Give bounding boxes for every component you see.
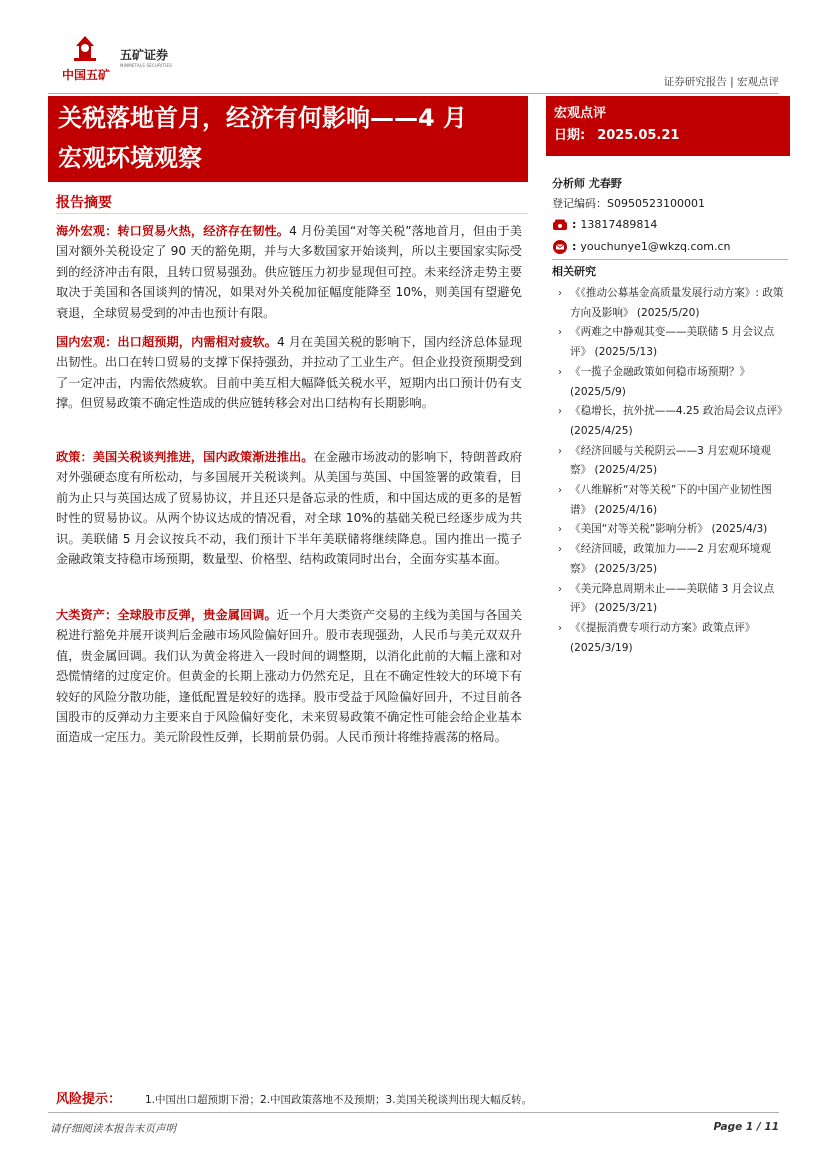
email-address[interactable]: youchunye1@wkzq.com.cn [580,240,731,253]
risk-label: 风险提示： [56,1092,122,1107]
related-research-text[interactable]: 《八维解析“对等关税”下的中国产业韧性图谱》 (2025/4/16) [570,484,772,516]
logo-text: 中国五矿 [61,68,110,82]
summary-divider [56,213,528,214]
related-research-title: 相关研究 [552,265,596,278]
chevron-right-icon: › [558,485,562,497]
paragraph-text: 近一个月大类资产交易的主线为美国与各国关税进行豁免并展开谈判后金融市场风险偏好回升。股市表现强劲，人民币与美元双双升值，贵金属回调。我们认为黄金将进入一段时间的调整期，以消化此前的大幅上涨和对恐慌情绪的过度定价。但黄金的长期上涨动力仍然充足，且在不确定性较大的环境下有较好的风险分散功能，逢低配置是较好的选择。股市受益于风险偏好回升，不过目前各国股市的反弹动力主要来自于风险偏好变化，未来贸易政策不确定性可能会给企业基本面造成一定压力。美元阶段性反弹，长期前景仍弱。人民币预计将维持震荡的格局。 [56,608,523,745]
summary-paragraph-overseas [56,221,522,323]
related-research-item[interactable] [558,363,790,402]
date-label: 日期: [554,128,586,143]
summary-paragraph-policy [56,447,522,569]
registration-row [552,194,782,214]
phone-icon [552,218,568,232]
paragraph-highlight: 政策：美国关税谈判推进，国内政策渐进推出。 [56,450,314,464]
chevron-right-icon: › [558,406,562,418]
chevron-right-icon: › [558,288,562,299]
related-research-list [558,284,790,658]
analyst-info [552,174,782,258]
phone-colon: : [572,218,577,231]
risk-warning [56,1088,776,1107]
email-icon [552,240,568,254]
page-number: Page 1 / 11 [713,1121,779,1133]
footer-divider [48,1112,779,1113]
related-research-item[interactable] [558,580,790,619]
chevron-right-icon: › [558,445,562,457]
related-research-text[interactable]: 《美国“对等关税”影响分析》 (2025/4/3) [570,523,768,536]
date-value: 2025.05.21 [597,128,680,143]
chevron-right-icon: › [558,583,562,595]
report-type-box [546,96,790,156]
summary-paragraph-domestic [56,332,522,414]
related-research-item[interactable] [558,284,790,323]
analyst-divider [552,259,788,260]
minmetals-emblem-icon [72,34,98,62]
chevron-right-icon: › [558,327,562,339]
summary-paragraph-assets [56,605,522,748]
registration-value: S0950523100001 [607,197,705,210]
securities-logo-cn: 五矿证券 [120,48,169,62]
related-research-item[interactable] [558,520,790,540]
chevron-right-icon: › [558,544,562,556]
report-category: 证券研究报告 | 宏观点评 [663,76,779,88]
minmetals-logo [56,34,116,82]
securities-logo [120,46,172,68]
phone-number[interactable]: 13817489814 [580,218,658,231]
report-date [554,124,782,148]
header-divider [48,93,779,94]
related-research-item[interactable] [558,619,790,658]
email-colon: : [572,240,577,253]
title-banner [48,96,528,182]
related-research-text[interactable]: 《经济回暖与关税阴云——3 月宏观环境观察》 (2025/4/25) [570,444,771,477]
chevron-right-icon: › [558,524,562,536]
related-research-item[interactable] [558,402,790,441]
related-research-text[interactable]: 《《提振消费专项行动方案》政策点评》 (2025/3/19) [570,621,756,654]
registration-label: 登记编码： [552,197,607,210]
title-line-2: 宏观环境观察 [58,144,202,172]
analyst-name: 分析师 尤春野 [552,177,622,190]
chevron-right-icon: › [558,366,562,378]
related-research-item[interactable] [558,481,790,520]
paragraph-highlight: 海外宏观：转口贸易火热，经济存在韧性。 [56,224,290,238]
related-research-text[interactable]: 《两难之中静观其变——美联储 5 月会议点评》 (2025/5/13) [570,326,775,359]
summary-title: 报告摘要 [56,195,112,211]
risk-text: 1.中国出口超预期下滑；2.中国政策落地不及预期；3.美国关税谈判出现大幅反转。 [145,1094,533,1106]
phone-row [552,214,782,236]
related-research-text[interactable]: 《《推动公募基金高质量发展行动方案》: 政策方向及影响》 (2025/5/20) [570,287,784,319]
report-type: 宏观点评 [554,106,607,121]
related-research-item[interactable] [558,323,790,362]
footer-disclaimer: 请仔细阅读本报告末页声明 [50,1123,176,1135]
related-research-text[interactable]: 《美元降息周期未止——美联储 3 月会议点评》 (2025/3/21) [570,582,775,615]
paragraph-text: 4 月在美国关税的影响下，国内经济总体显现出韧性。出口在转口贸易的支撑下保持强劲，并拉动了工业生产。但企业投资预期受到了一定冲击，内需依然疲软。目前中美互相大幅降低关税水平，短期内出口预计仍有支撑。但贸易政策不确定性造成的供应链转移会对出口结构有长期影响。 [56,335,522,411]
related-research-item[interactable] [558,442,790,481]
related-research-text[interactable]: 《一揽子金融政策如何稳市场预期？》 (2025/5/9) [570,365,751,398]
related-research-item[interactable] [558,540,790,579]
title-line-1: 关税落地首月，经济有何影响——4 月 [58,104,468,132]
chevron-right-icon: › [558,622,562,634]
securities-logo-en: MINMETALS SECURITIES [120,63,172,68]
related-research-text[interactable]: 《经济回暖，政策加力——2 月宏观环境观察》 (2025/3/25) [570,543,771,575]
paragraph-text: 4 月份美国“对等关税”落地首月，但由于美国对额外关税设定了 90 天的豁免期，并与大多数国家开始谈判，所以主要国家实际受到的经济冲击有限，且转口贸易强劲。供应链压力初步显现但可控。未来经济走势主要取决于美国和各国谈判的情况，如果对外关税加征幅度能降至 10%，则美国有望避免衰退，全球贸易受到的冲击也预计有限。 [56,224,522,320]
email-row [552,236,782,258]
paragraph-highlight: 国内宏观：出口超预期，内需相对疲软。 [56,335,278,349]
paragraph-highlight: 大类资产：全球股市反弹，贵金属回调。 [56,608,277,622]
paragraph-text: 在金融市场波动的影响下，特朗普政府对外强硬态度有所松动，与多国展开关税谈判。从美国与英国、中国签署的政策看，目前为止只与英国达成了贸易协议，并且还只是备忘录的性质，和中国达成的更多的是暂时性的贸易协议。从两个协议达成的情况看，对全球 10%的基础关税已经逐步成为共识。美联储 5 月会议按兵不动，我们预计下半年美联储将继续降息。国内推出一揽子金融政策支持稳市场预期，数量型、价格型、结构政策同时出台，全面夯实基本面。 [56,450,523,567]
related-research-text[interactable]: 《稳增长，抗外扰——4.25 政治局会议点评》 (2025/4/25) [570,405,788,437]
